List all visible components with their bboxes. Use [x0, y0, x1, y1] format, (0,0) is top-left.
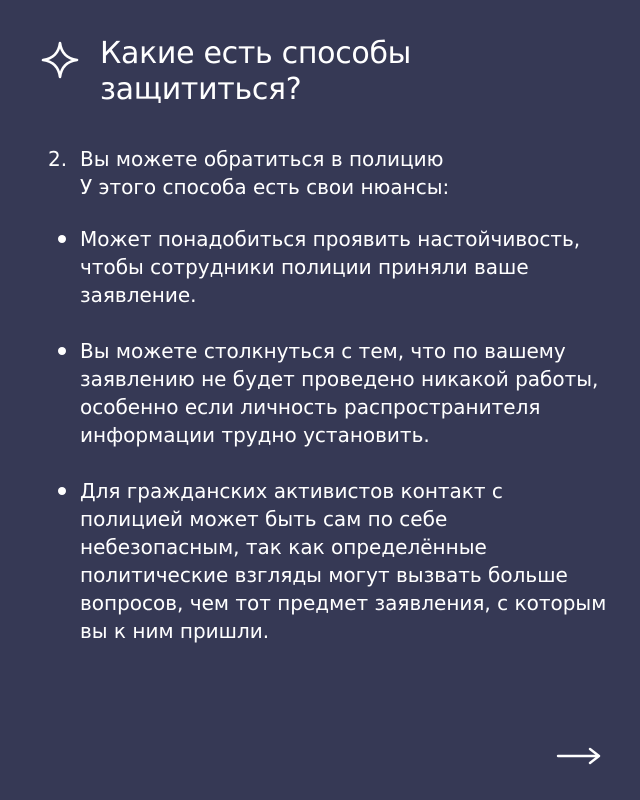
- list-item: [48, 337, 608, 449]
- intro-item: [48, 145, 608, 201]
- bullet-dot: [58, 487, 66, 495]
- intro-text: [80, 145, 608, 201]
- bullet-dot: [58, 235, 66, 243]
- bullet-dot: [58, 347, 66, 355]
- sparkle-star-icon: [40, 40, 80, 80]
- intro-line-2: У этого способа есть свои нюансы:: [80, 175, 450, 199]
- arrow-right-icon[interactable]: [556, 746, 602, 766]
- content: [48, 145, 608, 673]
- bullet-text: Для гражданских активистов контакт с полицией может быть сам по себе небезопасным, так как определённые политические взгляды могут вызвать больше вопросов, чем тот предмет заявления, с которым вы к ним пришли.: [80, 479, 607, 643]
- bullet-text: Может понадобиться проявить настойчивость, чтобы сотрудники полиции приняли ваше заявление.: [80, 227, 581, 307]
- intro-line-1: Вы можете обратиться в полицию: [80, 147, 444, 171]
- header: [40, 36, 600, 108]
- bullet-list: [48, 225, 608, 645]
- page-title: Какие есть способы защититься?: [100, 36, 412, 107]
- bullet-text: Вы можете столкнуться с тем, что по вашему заявлению не будет проведено никакой работы, особенно если личность распространителя информации трудно установить.: [80, 339, 599, 447]
- item-number: 2.: [48, 147, 68, 171]
- list-item: [48, 477, 608, 645]
- list-item: [48, 225, 608, 309]
